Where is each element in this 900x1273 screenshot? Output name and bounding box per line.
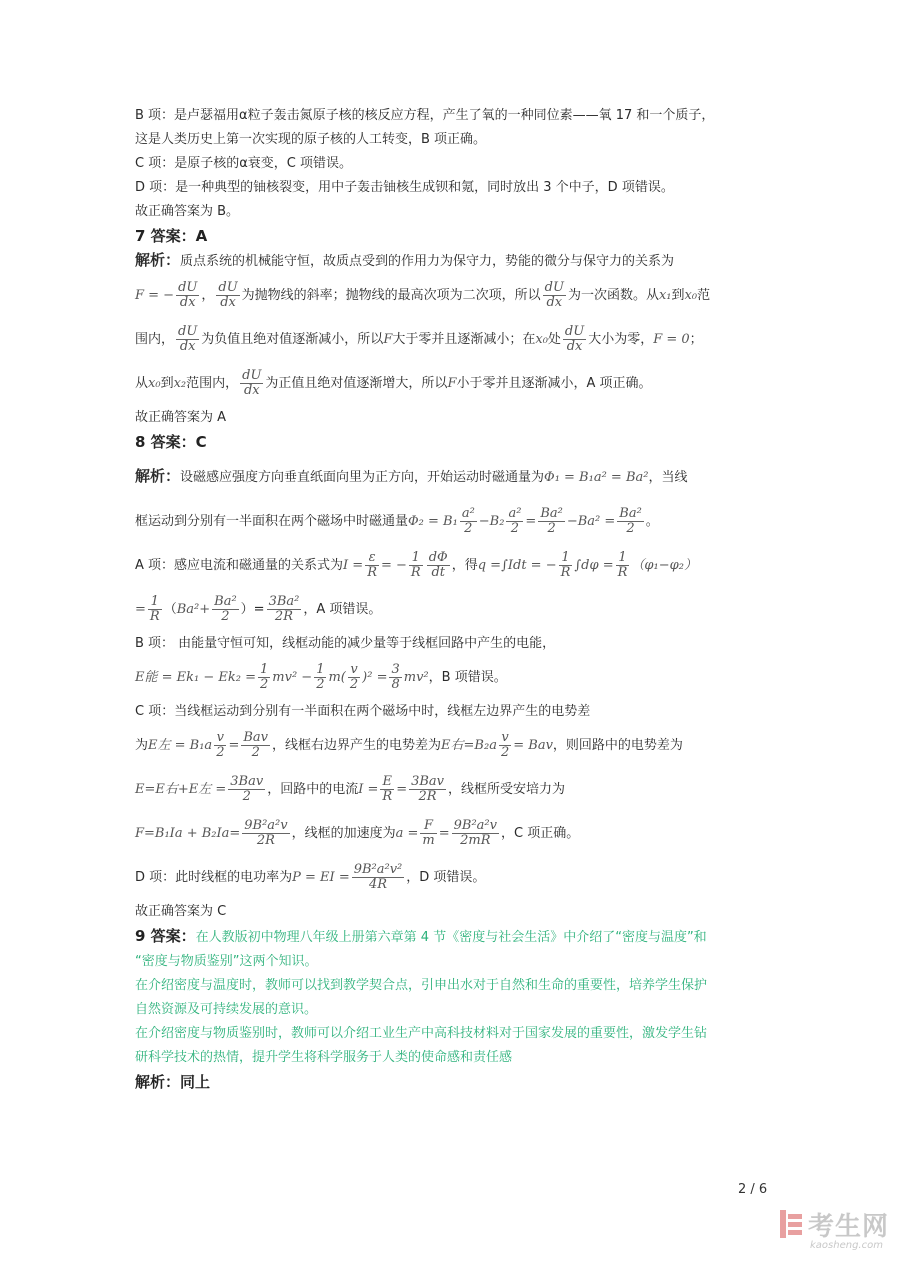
- denominator: 4R: [368, 877, 388, 892]
- text-span: ，线框右边界产生的电势差为: [272, 738, 442, 753]
- text-span: 为负值且绝对值逐渐减小，所以: [201, 332, 384, 347]
- denominator: 2: [464, 521, 473, 536]
- formula: =: [438, 826, 450, 841]
- denominator: R: [149, 609, 160, 624]
- site-logo: [780, 1206, 890, 1262]
- fraction: [228, 775, 265, 804]
- formula: E=E右+E左 =: [135, 782, 227, 797]
- numerator: dU: [564, 324, 585, 339]
- fraction: [420, 819, 436, 848]
- formula: = −: [381, 558, 407, 573]
- text-line: 故正确答案为 C: [135, 904, 227, 919]
- denominator: 2: [221, 609, 230, 624]
- answer-text-line: 在介绍密度与温度时，教师可以找到教学契合点，引申出水对于自然和生命的重要性，培养学生保护: [135, 978, 708, 993]
- text-span: （: [163, 602, 177, 617]
- numerator: E: [380, 775, 394, 790]
- fraction: [380, 775, 394, 804]
- formula: I =: [343, 558, 364, 573]
- numerator: 3Ba²: [268, 594, 300, 609]
- denominator: 2: [216, 745, 225, 760]
- text-span: 到: [160, 376, 174, 391]
- numerator: Ba²: [214, 594, 237, 609]
- text-span: 范围内，: [186, 376, 239, 391]
- formula: F = −: [135, 288, 175, 303]
- fraction: [176, 325, 199, 354]
- numerator: 3Bav: [230, 774, 264, 789]
- numerator: a²: [508, 506, 522, 521]
- answer-text-line: 自然资源及可持续发展的意识。: [135, 1002, 318, 1017]
- formula: Φ₁ = B₁a² = Ba²: [544, 470, 649, 485]
- formula: x₂: [173, 376, 187, 391]
- text-span: 为: [135, 738, 149, 753]
- numerator: 1: [409, 551, 423, 566]
- formula: =: [525, 514, 537, 529]
- fraction: [559, 551, 573, 580]
- denominator: 2: [316, 677, 325, 692]
- formula: dφ =: [581, 558, 614, 573]
- formula: E左 = B₁a: [148, 738, 213, 753]
- text-span: ，B 项错误。: [428, 670, 507, 685]
- denominator: R: [560, 565, 571, 580]
- text-span: 范: [697, 288, 711, 303]
- formula: F: [383, 332, 393, 347]
- numerator: dU: [178, 324, 198, 339]
- formula-line: [135, 724, 767, 768]
- fraction: [616, 551, 630, 580]
- text-span: 处: [547, 332, 561, 347]
- formula: E能 = Ek₁ − Ek₂ =: [135, 670, 256, 685]
- numerator: dU: [544, 280, 564, 295]
- numerator: v: [499, 731, 511, 746]
- fraction: [267, 595, 302, 624]
- numerator: 3Bav: [411, 774, 445, 789]
- answer-text-line: 在介绍密度与物质鉴别时，教师可以介绍工业生产中高科技材料对于国家发展的重要性，激发学生钻: [135, 1026, 708, 1041]
- fraction: [563, 325, 586, 354]
- formula: )² =: [362, 670, 388, 685]
- denominator: R: [382, 789, 393, 804]
- denominator: 2: [260, 677, 269, 692]
- numerator: v: [348, 663, 360, 678]
- fraction: [389, 663, 401, 692]
- formula-line: [135, 812, 767, 856]
- denominator: 2R: [256, 833, 275, 848]
- numerator: dU: [178, 280, 198, 295]
- numerator: dΦ: [428, 550, 448, 565]
- text-span: ，得: [451, 558, 478, 573]
- answer-text-line: “密度与物质鉴别”这两个知识。: [135, 954, 318, 969]
- formula-line: [135, 544, 767, 588]
- formula-line: [135, 362, 767, 406]
- text-span: 为正值且绝对值逐渐增大，所以: [265, 376, 448, 391]
- fraction: [499, 731, 511, 760]
- formula: x₁: [658, 288, 672, 303]
- formula: −B₂: [478, 514, 505, 529]
- denominator: 2: [500, 745, 510, 760]
- formula: m(: [328, 670, 346, 685]
- text-line: D 项：是一种典型的铀核裂变，用中子轰击铀核生成钡和氪，同时放出 3 个中子，D 项错误。: [135, 180, 674, 195]
- numerator: a²: [461, 506, 475, 521]
- denominator: 2: [242, 789, 251, 804]
- numerator: 1: [616, 551, 630, 566]
- fraction: [365, 551, 379, 580]
- numerator: 1: [148, 595, 162, 610]
- formula: P = EI =: [292, 870, 350, 885]
- text-line: C 项：是原子核的α衰变，C 项错误。: [135, 156, 352, 171]
- text-span: ，线框的加速度为: [291, 826, 396, 841]
- numerator: v: [214, 731, 226, 746]
- numerator: Ba²: [619, 506, 642, 521]
- text-line: B 项： 由能量守恒可知，线框动能的减少量等于线框回路中产生的电能，: [135, 636, 556, 651]
- numerator: 9B²a²v: [453, 818, 497, 833]
- text-span: ，当线: [648, 470, 688, 485]
- fraction: [538, 507, 565, 536]
- numerator: 3: [391, 662, 400, 677]
- text-span: 质点系统的机械能守恒，故质点受到的作用力为保守力，势能的微分与保守力的关系为: [180, 254, 675, 269]
- integral-sign: ∫: [574, 558, 582, 573]
- text-span: 从: [135, 376, 149, 391]
- formula-line: [135, 500, 767, 544]
- denominator: R: [410, 565, 421, 580]
- answer-text-line: 研科学技术的热情，提升学生将科学服务于人类的使命感和责任感: [135, 1050, 513, 1065]
- logo-mark-icon: [780, 1210, 802, 1238]
- formula: F=B₁Ia + B₂Ia=: [135, 826, 241, 841]
- text-line: C 项：当线框运动到分别有一半面积在两个磁场中时，线框左边界产生的电势差: [135, 704, 591, 719]
- numerator: 1: [260, 662, 269, 677]
- denominator: dx: [220, 295, 236, 310]
- formula-line: [135, 454, 767, 500]
- formula: Ba²+: [176, 602, 211, 617]
- fraction: [460, 507, 477, 536]
- denominator: R: [367, 565, 377, 580]
- formula: x₀: [148, 376, 161, 391]
- analysis-heading-9: 解析：同上: [135, 1073, 211, 1091]
- fraction: [176, 281, 199, 310]
- formula-line: [135, 274, 767, 318]
- text-span: 为抛物线的斜率；抛物线的最高次项为二次项，所以: [241, 288, 541, 303]
- text-span: ，: [201, 288, 215, 303]
- denominator: 2mR: [460, 833, 491, 848]
- denominator: 2: [349, 677, 359, 692]
- text-line: 这是人类历史上第一次实现的原子核的人工转变，B 项正确。: [135, 132, 487, 147]
- numerator: Bav: [243, 730, 269, 745]
- denominator: 2R: [418, 789, 437, 804]
- numerator: 1: [316, 662, 325, 677]
- denominator: dx: [179, 339, 196, 354]
- denominator: dx: [566, 339, 583, 354]
- text-span: ，D 项错误。: [406, 870, 486, 885]
- text-line: B 项：是卢瑟福用α粒子轰击氮原子核的核反应方程，产生了氧的一种同位素——氧 17 和一个质子，: [135, 108, 715, 123]
- fraction: [409, 775, 446, 804]
- denominator: dt: [431, 565, 445, 580]
- integral-sign: ∫: [501, 558, 508, 573]
- formula: =: [396, 782, 408, 797]
- text-span: ，线框所受安培力为: [448, 782, 566, 797]
- text-span: D 项：此时线框的电功率为: [135, 870, 293, 885]
- text-span: ，则回路中的电势差为: [552, 738, 683, 753]
- text-span: ，回路中的电流: [267, 782, 359, 797]
- numerator: dU: [218, 280, 238, 295]
- fraction: [348, 663, 360, 692]
- denominator: 8: [391, 677, 400, 692]
- text-span: ；: [689, 332, 703, 347]
- denominator: m: [422, 833, 435, 848]
- analysis-label: 解析：: [135, 251, 181, 269]
- formula: =: [135, 602, 146, 617]
- analysis-label: 解析：: [135, 467, 181, 485]
- text-span: 围内，: [135, 332, 175, 347]
- fraction: [543, 281, 566, 310]
- text-span: 框运动到分别有一半面积在两个磁场中时磁通量: [135, 514, 409, 529]
- fraction: [214, 731, 226, 760]
- document-body: [135, 104, 767, 1094]
- fraction: [242, 819, 289, 848]
- text-span: 设磁感应强度方向垂直纸面向里为正方向，开始运动时磁通量为: [180, 470, 545, 485]
- formula: q =: [477, 558, 502, 573]
- page-number: 2 / 6: [738, 1182, 768, 1197]
- fraction: [314, 663, 326, 692]
- text-span: A 项：感应电流和磁通量的关系式为: [135, 558, 344, 573]
- numerator: F: [420, 819, 436, 834]
- formula: x₀: [535, 332, 548, 347]
- answer-label: 9 答案：: [135, 927, 196, 945]
- denominator: 2: [510, 521, 520, 536]
- text-line: 故正确答案为 B。: [135, 204, 240, 219]
- fraction: [427, 551, 450, 580]
- denominator: R: [617, 565, 628, 580]
- formula: （φ₁−φ₂）: [631, 558, 697, 573]
- text-span: ，A 项错误。: [303, 602, 382, 617]
- text-span: 为一次函数。从: [567, 288, 659, 303]
- formula: mv²: [403, 670, 429, 685]
- text-span: 小于零并且逐渐减小，A 项正确。: [456, 376, 652, 391]
- denominator: dx: [243, 383, 260, 398]
- text-span: 大小为零，: [588, 332, 654, 347]
- numerator: Ba²: [540, 506, 563, 521]
- text-line: [135, 248, 767, 274]
- numerator: 1: [559, 551, 573, 566]
- fraction: [258, 663, 270, 692]
- formula-line: [135, 588, 767, 632]
- fraction: [506, 507, 523, 536]
- fraction: [409, 551, 423, 580]
- fraction: [148, 595, 162, 624]
- denominator: 2: [626, 521, 635, 536]
- formula-line: [135, 318, 767, 362]
- formula: Idt = −: [507, 558, 557, 573]
- fraction: [240, 369, 263, 398]
- formula: mv² −: [272, 670, 313, 685]
- numerator: ε: [365, 551, 379, 566]
- logo-text: 考生网: [808, 1212, 890, 1242]
- fraction: [241, 731, 270, 760]
- numerator: 9B²a²v²: [353, 862, 403, 877]
- formula: E右=B₂a: [441, 738, 497, 753]
- text-span: 。: [645, 514, 659, 529]
- formula: a =: [395, 826, 419, 841]
- fraction: [352, 863, 405, 892]
- formula: x₀: [684, 288, 698, 303]
- formula-line: [135, 768, 767, 812]
- denominator: dx: [179, 295, 196, 310]
- denominator: 2: [251, 745, 260, 760]
- answer-text: 在人教版初中物理八年级上册第六章第 4 节《密度与社会生活》中介绍了“密度与温度”和: [195, 930, 707, 945]
- formula: = Bav: [513, 738, 553, 753]
- formula: −Ba² =: [566, 514, 616, 529]
- text-span: ，C 项正确。: [500, 826, 580, 841]
- answer-heading-9: [135, 924, 767, 950]
- formula-line: [135, 856, 767, 900]
- text-span: 到: [671, 288, 685, 303]
- fraction: [212, 595, 239, 624]
- formula-line: [135, 656, 767, 700]
- formula: =: [228, 738, 240, 753]
- fraction: [216, 281, 239, 310]
- answer-heading-7: 7 答案：A: [135, 227, 208, 245]
- answer-heading-8: 8 答案：C: [135, 433, 207, 451]
- fraction: [617, 507, 644, 536]
- denominator: 2R: [274, 609, 293, 624]
- formula: Φ₂ = B₁: [408, 514, 458, 529]
- formula: F = 0: [653, 332, 690, 347]
- fraction: [452, 819, 499, 848]
- text-line: 故正确答案为 A: [135, 410, 227, 425]
- denominator: 2: [547, 521, 556, 536]
- formula: F: [447, 376, 457, 391]
- text-span: 大于零并且逐渐减小；在: [392, 332, 536, 347]
- numerator: dU: [242, 368, 262, 383]
- formula: I =: [358, 782, 379, 797]
- denominator: dx: [546, 295, 563, 310]
- numerator: 9B²a²v: [244, 818, 288, 833]
- logo-url: kaosheng.com: [810, 1240, 883, 1251]
- text-span: ）=: [240, 602, 265, 617]
